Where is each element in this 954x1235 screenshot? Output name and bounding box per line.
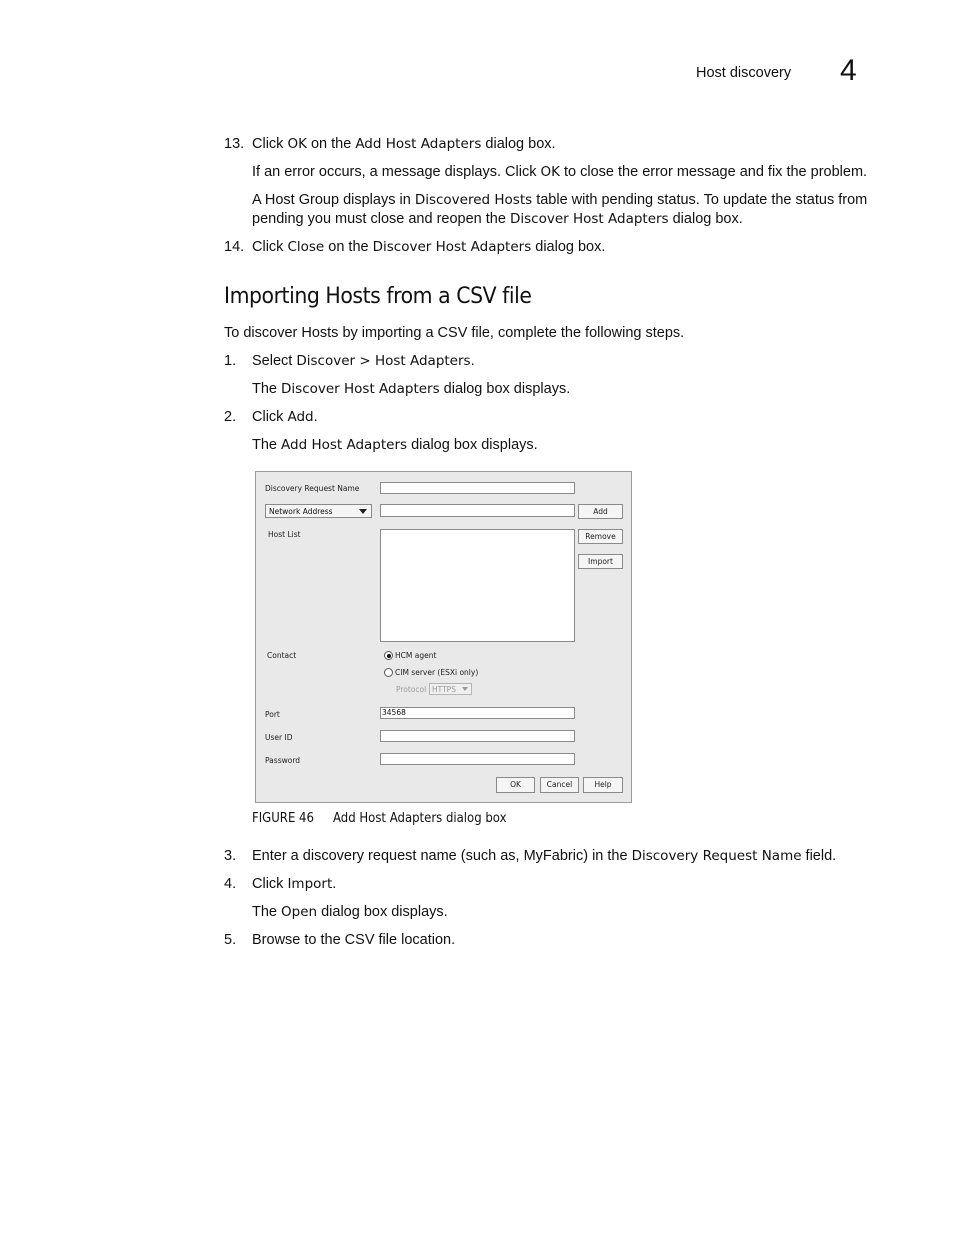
ok-button[interactable]: OK (496, 777, 535, 793)
hcm-agent-radio[interactable] (384, 651, 393, 660)
password-field[interactable] (380, 753, 575, 765)
user-id-field[interactable] (380, 730, 575, 742)
step-number: 1. (224, 353, 237, 369)
cancel-button[interactable]: Cancel (540, 777, 579, 793)
ui-term: Open (281, 904, 318, 920)
figure-title: Add Host Adapters dialog box (333, 811, 507, 826)
contact-label: Contact (267, 651, 297, 660)
port-field[interactable]: 34568 (380, 707, 575, 719)
step-3: 3. Enter a discovery request name (such as, MyFabric) in the Discovery Request Name field. (224, 848, 837, 864)
step-2: 2. Click Add. (224, 409, 318, 425)
step-number: 13. (224, 136, 245, 152)
port-label: Port (265, 710, 280, 719)
ui-term: OK (540, 164, 560, 180)
step-13: 13. Click OK on the Add Host Adapters dialog box. (224, 136, 556, 152)
cim-server-radio[interactable] (384, 668, 393, 677)
chevron-down-icon (462, 687, 468, 691)
ui-term: Add Host Adapters (281, 437, 408, 453)
protocol-label: Protocol (396, 685, 427, 694)
ui-term: Discover Host Adapters (372, 239, 532, 255)
step-1: 1. Select Discover > Host Adapters. (224, 353, 475, 369)
step-number: 14. (224, 239, 245, 255)
section-intro: To discover Hosts by importing a CSV file, complete the following steps. (224, 325, 685, 341)
help-button[interactable]: Help (583, 777, 623, 793)
paragraph: A Host Group displays in Discovered Hosts table with pending status. To update the status from pending you must close and reopen the Discover Host Adapters dialog box. (252, 192, 868, 227)
add-host-adapters-dialog (255, 471, 632, 803)
ui-term: Add (287, 409, 314, 425)
paragraph: The Discover Host Adapters dialog box displays. (252, 381, 571, 397)
step-number: 4. (224, 876, 237, 892)
paragraph: The Add Host Adapters dialog box displays. (252, 437, 538, 453)
password-label: Password (265, 756, 301, 765)
ui-term: Import (287, 876, 333, 892)
step-number: 5. (224, 932, 237, 948)
hcm-agent-label: HCM agent (395, 651, 437, 660)
ui-term: OK (287, 136, 307, 152)
section-heading: Importing Hosts from a CSV file (224, 284, 532, 309)
paragraph: The Open dialog box displays. (252, 904, 448, 920)
chapter-number: 4 (840, 54, 857, 87)
paragraph: If an error occurs, a message displays. Click OK to close the error message and fix the problem. (252, 164, 868, 180)
discovery-request-name-field[interactable] (380, 482, 575, 494)
step-5: 5. Browse to the CSV file location. (224, 932, 456, 948)
step-number: 3. (224, 848, 237, 864)
protocol-dropdown[interactable]: HTTPS (429, 683, 472, 695)
import-button[interactable]: Import (578, 554, 623, 569)
chevron-down-icon (359, 509, 367, 514)
step-number: 2. (224, 409, 237, 425)
ui-term: Discovery Request Name (631, 848, 802, 864)
user-id-label: User ID (265, 733, 293, 742)
figure-caption (252, 811, 507, 826)
ui-term: Add Host Adapters (355, 136, 482, 152)
ui-term: Close (287, 239, 325, 255)
add-button[interactable]: Add (578, 504, 623, 519)
ui-term: Discover Host Adapters (509, 211, 669, 227)
host-list-label: Host List (268, 530, 301, 539)
step-4: 4. Click Import. (224, 876, 337, 892)
running-header: Host discovery (696, 65, 792, 81)
ui-term: Discover Host Adapters (281, 381, 440, 397)
ui-term: Discovered Hosts (414, 192, 533, 208)
figure-label: FIGURE 46 (252, 811, 314, 826)
address-type-dropdown[interactable]: Network Address (265, 504, 372, 518)
ui-term: Discover > Host Adapters (296, 353, 471, 369)
host-list[interactable] (380, 529, 575, 642)
discovery-request-name-label: Discovery Request Name (265, 484, 360, 493)
network-address-field[interactable] (380, 504, 575, 517)
step-14: 14. Click Close on the Discover Host Adapters dialog box. (224, 239, 606, 255)
remove-button[interactable]: Remove (578, 529, 623, 544)
cim-server-label: CIM server (ESXi only) (395, 668, 479, 677)
